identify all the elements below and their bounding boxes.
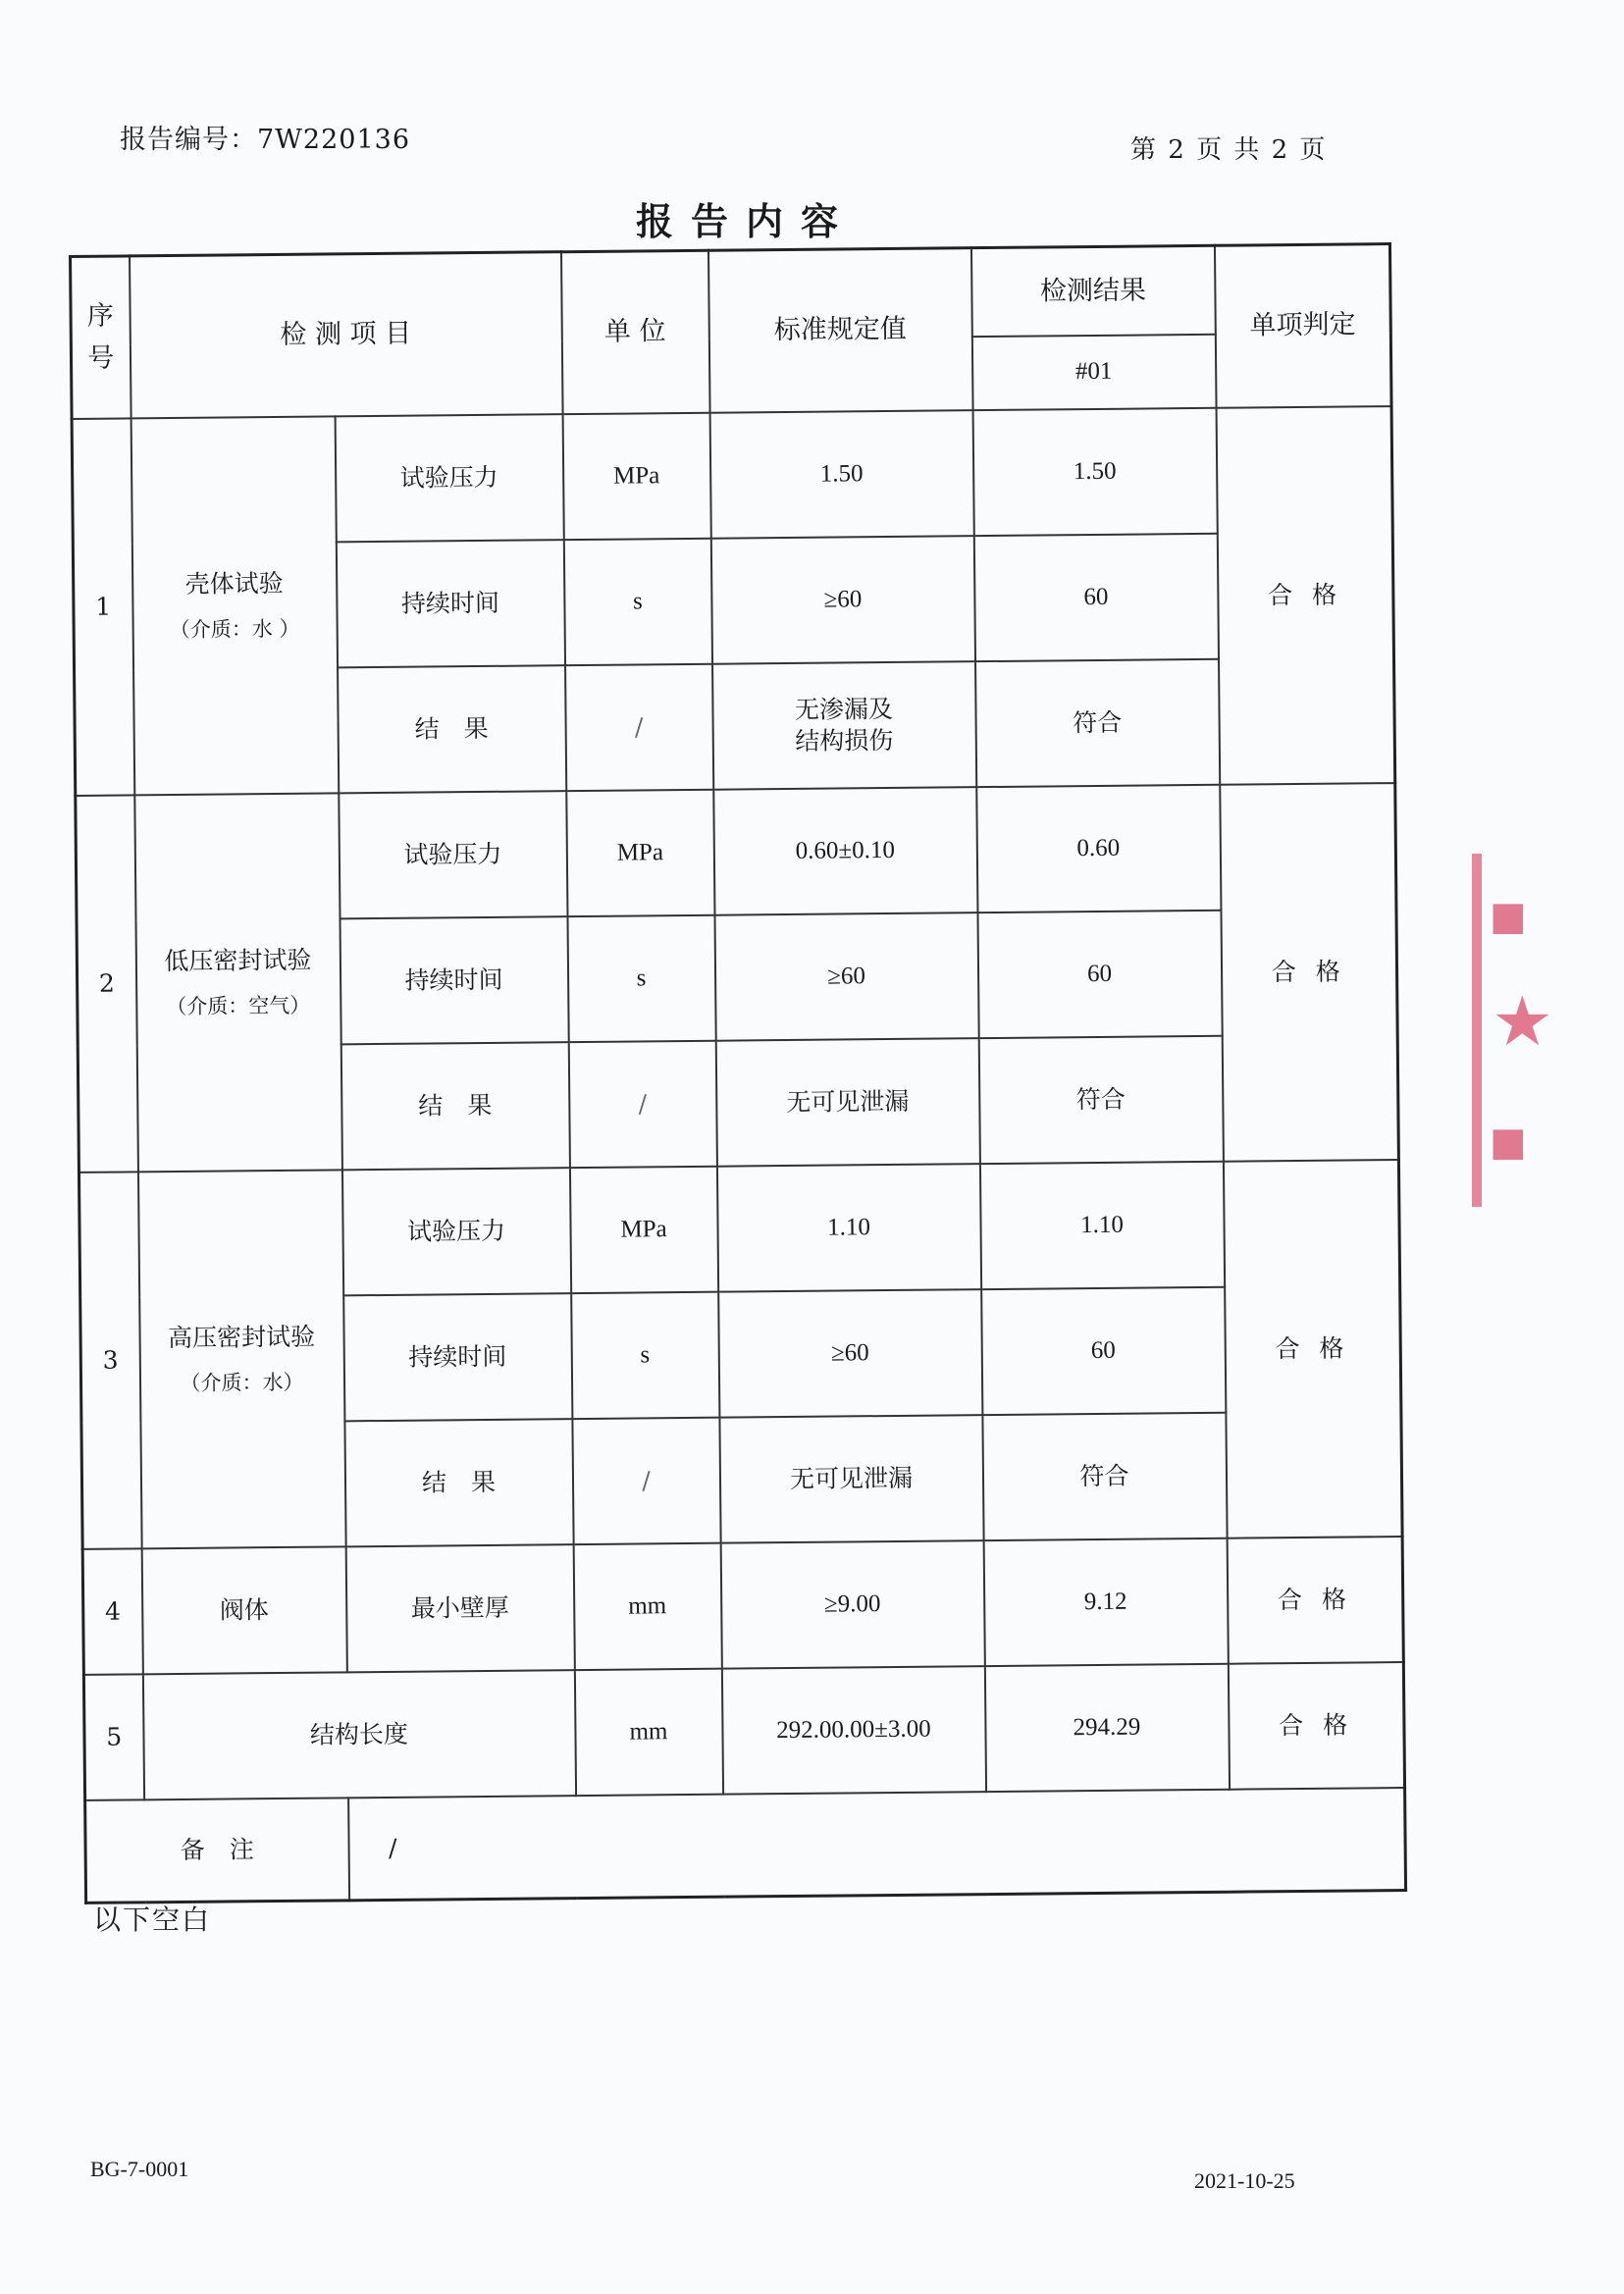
remark-row: [85, 1788, 1406, 1903]
header-result: 检测结果: [970, 245, 1215, 336]
judgement-cell: 合 格: [1223, 1160, 1402, 1538]
group-name: 高压密封试验: [167, 1322, 316, 1352]
blank-below-note: 以下空白: [93, 1903, 212, 1936]
report-date: 2021-10-25: [1194, 2168, 1295, 2193]
judgement-cell: 合 格: [1220, 783, 1399, 1162]
unit-cell: /: [568, 1040, 716, 1167]
seal-stamp-fragment: [1472, 854, 1553, 1207]
table-row: [72, 406, 1392, 545]
star-icon: ★: [1492, 981, 1553, 1062]
standard-cell: ≥60: [718, 1289, 982, 1418]
standard-cell: 292.00.00±3.00: [721, 1666, 985, 1795]
judgement-cell: 合 格: [1216, 406, 1395, 785]
judgement-cell: 合 格: [1228, 1662, 1404, 1790]
table-row: [76, 783, 1396, 921]
remark-label: 备 注: [85, 1798, 349, 1903]
item-cell: 试验压力: [339, 791, 567, 918]
group-name-cell: 阀体: [141, 1546, 346, 1674]
result-cell: 符合: [975, 658, 1220, 786]
unit-cell: /: [565, 663, 713, 790]
standard-cell: ≥9.00: [720, 1540, 984, 1669]
item-cell: 结构长度: [142, 1670, 575, 1799]
result-cell: 符合: [978, 1035, 1223, 1163]
page-title: 报告内容: [635, 199, 856, 243]
item-cell: 试验压力: [335, 414, 563, 542]
item-cell: 持续时间: [340, 916, 568, 1044]
standard-cell: ≥60: [714, 912, 978, 1041]
group-name: 低压密封试验: [164, 945, 312, 975]
result-cell: 294.29: [984, 1663, 1229, 1791]
stamp-mark-bottom: ■: [1490, 1119, 1527, 1165]
result-cell: 符合: [982, 1412, 1227, 1539]
report-table: [69, 242, 1407, 1904]
item-cell: 最小壁厚: [345, 1544, 574, 1672]
result-cell: 60: [977, 910, 1222, 1037]
table-row: [83, 1662, 1404, 1800]
unit-cell: mm: [574, 1668, 722, 1795]
form-code: BG-7-0001: [90, 2157, 189, 2181]
unit-cell: s: [563, 538, 711, 664]
group-medium: （介质：水）: [180, 1370, 304, 1395]
header-judgement: 单项判定: [1214, 244, 1391, 408]
table-row: [82, 1537, 1403, 1675]
seq-cell: 2: [76, 795, 138, 1173]
item-cell: 结 果: [338, 665, 566, 793]
standard-cell: ≥60: [710, 536, 974, 664]
seq-cell: 1: [72, 418, 134, 796]
unit-cell: /: [572, 1417, 720, 1543]
unit-cell: s: [567, 914, 715, 1041]
header-sample: #01: [971, 334, 1216, 409]
seq-cell: 5: [83, 1674, 143, 1800]
header-row: [71, 244, 1391, 345]
item-cell: 结 果: [344, 1419, 573, 1546]
group-name-cell: [134, 793, 342, 1172]
seq-cell: 3: [79, 1172, 141, 1549]
result-cell: 0.60: [976, 784, 1221, 912]
unit-cell: s: [571, 1291, 719, 1418]
unit-cell: mm: [573, 1542, 721, 1669]
seq-cell: 4: [82, 1548, 142, 1675]
page-indicator: 第 2 页 共 2 页: [1130, 135, 1328, 165]
header-standard: 标准规定值: [707, 248, 972, 413]
result-cell: 60: [973, 533, 1218, 660]
judgement-cell: 合 格: [1227, 1537, 1403, 1664]
result-cell: 1.50: [972, 407, 1217, 535]
standard-cell: 无可见泄漏: [719, 1415, 983, 1543]
result-cell: 60: [981, 1286, 1226, 1414]
item-cell: 试验压力: [341, 1168, 570, 1295]
standard-cell: 无渗漏及结构损伤: [712, 661, 976, 790]
group-name-cell: [131, 416, 339, 795]
group-name-cell: [137, 1170, 345, 1548]
group-medium: （介质：空气）: [166, 993, 311, 1019]
header-seq: 序号: [71, 256, 131, 419]
standard-cell: 1.50: [709, 410, 973, 539]
stamp-mark-top: ■: [1490, 893, 1527, 939]
remark-value: /: [348, 1788, 1406, 1901]
report-number: 报告编号：7W220136: [120, 125, 410, 155]
unit-cell: MPa: [569, 1166, 717, 1292]
item-cell: 持续时间: [343, 1293, 572, 1421]
table-row: [79, 1160, 1399, 1298]
result-cell: 1.10: [979, 1161, 1224, 1288]
standard-cell: 1.10: [716, 1164, 980, 1292]
group-name: 壳体试验: [184, 568, 284, 599]
item-cell: 持续时间: [336, 540, 564, 667]
unit-cell: MPa: [566, 789, 714, 915]
result-cell: 9.12: [983, 1538, 1228, 1665]
standard-cell: 0.60±0.10: [713, 787, 977, 915]
item-cell: 结 果: [341, 1042, 569, 1170]
group-medium: （介质：水 ）: [169, 616, 300, 643]
standard-cell: 无可见泄漏: [715, 1038, 979, 1167]
header-unit: 单 位: [560, 250, 709, 413]
unit-cell: MPa: [562, 412, 710, 539]
header-item: 检 测 项 目: [130, 252, 563, 418]
